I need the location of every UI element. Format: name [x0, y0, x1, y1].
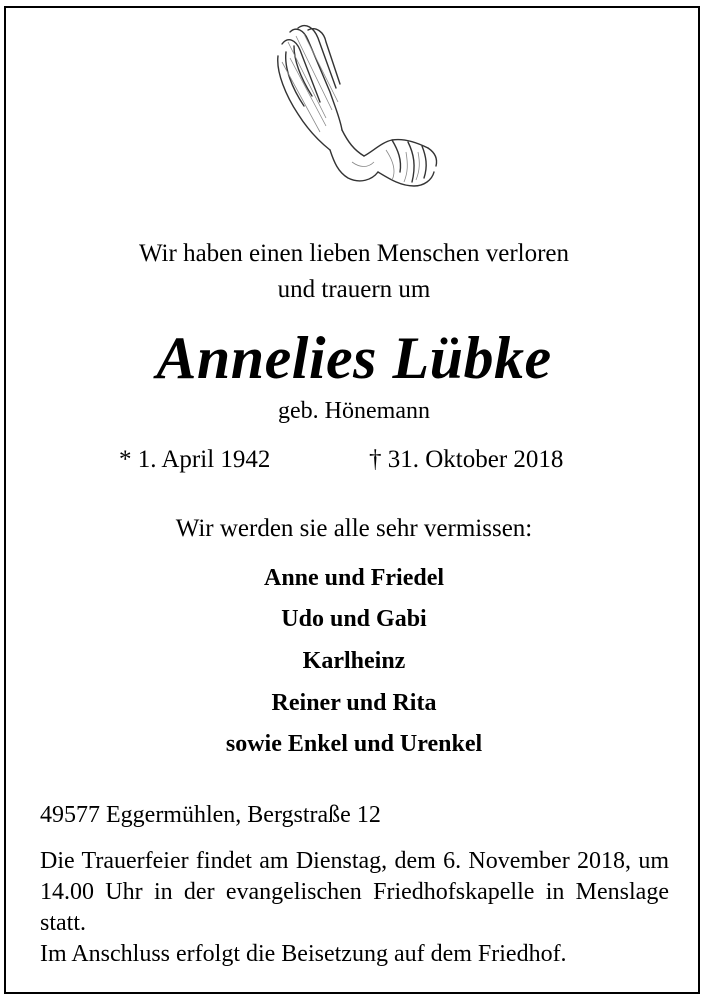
mourner-4: Reiner und Rita: [271, 690, 437, 716]
address: 49577 Eggermühlen, Bergstraße 12: [40, 802, 381, 828]
mourner-1: Anne und Friedel: [263, 565, 445, 591]
burial-text: Im Anschluss erfolgt die Beisetzung auf dem Friedhof.: [40, 941, 567, 967]
funeral-text: Die Trauerfeier findet am Dienstag, dem 6. November 2018, um 14.00 Uhr in der evangelischen Friedhofskapelle in Menslage statt.: [40, 848, 669, 936]
intro-line-2: und trauern um: [277, 276, 431, 303]
mourner-3: Karlheinz: [302, 648, 406, 674]
deceased-name: Annelies Lübke: [156, 325, 552, 391]
maiden-name: geb. Hönemann: [278, 398, 430, 424]
intro-line-1: Wir haben einen lieben Menschen verloren: [138, 240, 570, 267]
mourner-5: sowie Enkel und Urenkel: [225, 731, 483, 757]
mourner-2: Udo und Gabi: [281, 606, 427, 632]
death-date: † 31. Oktober 2018: [369, 446, 564, 473]
closing-line: Wir werden sie alle sehr vermissen:: [175, 515, 533, 542]
birth-date: * 1. April 1942: [119, 446, 271, 473]
funeral-notice: [40, 846, 669, 970]
praying-hands-icon: [268, 22, 440, 192]
